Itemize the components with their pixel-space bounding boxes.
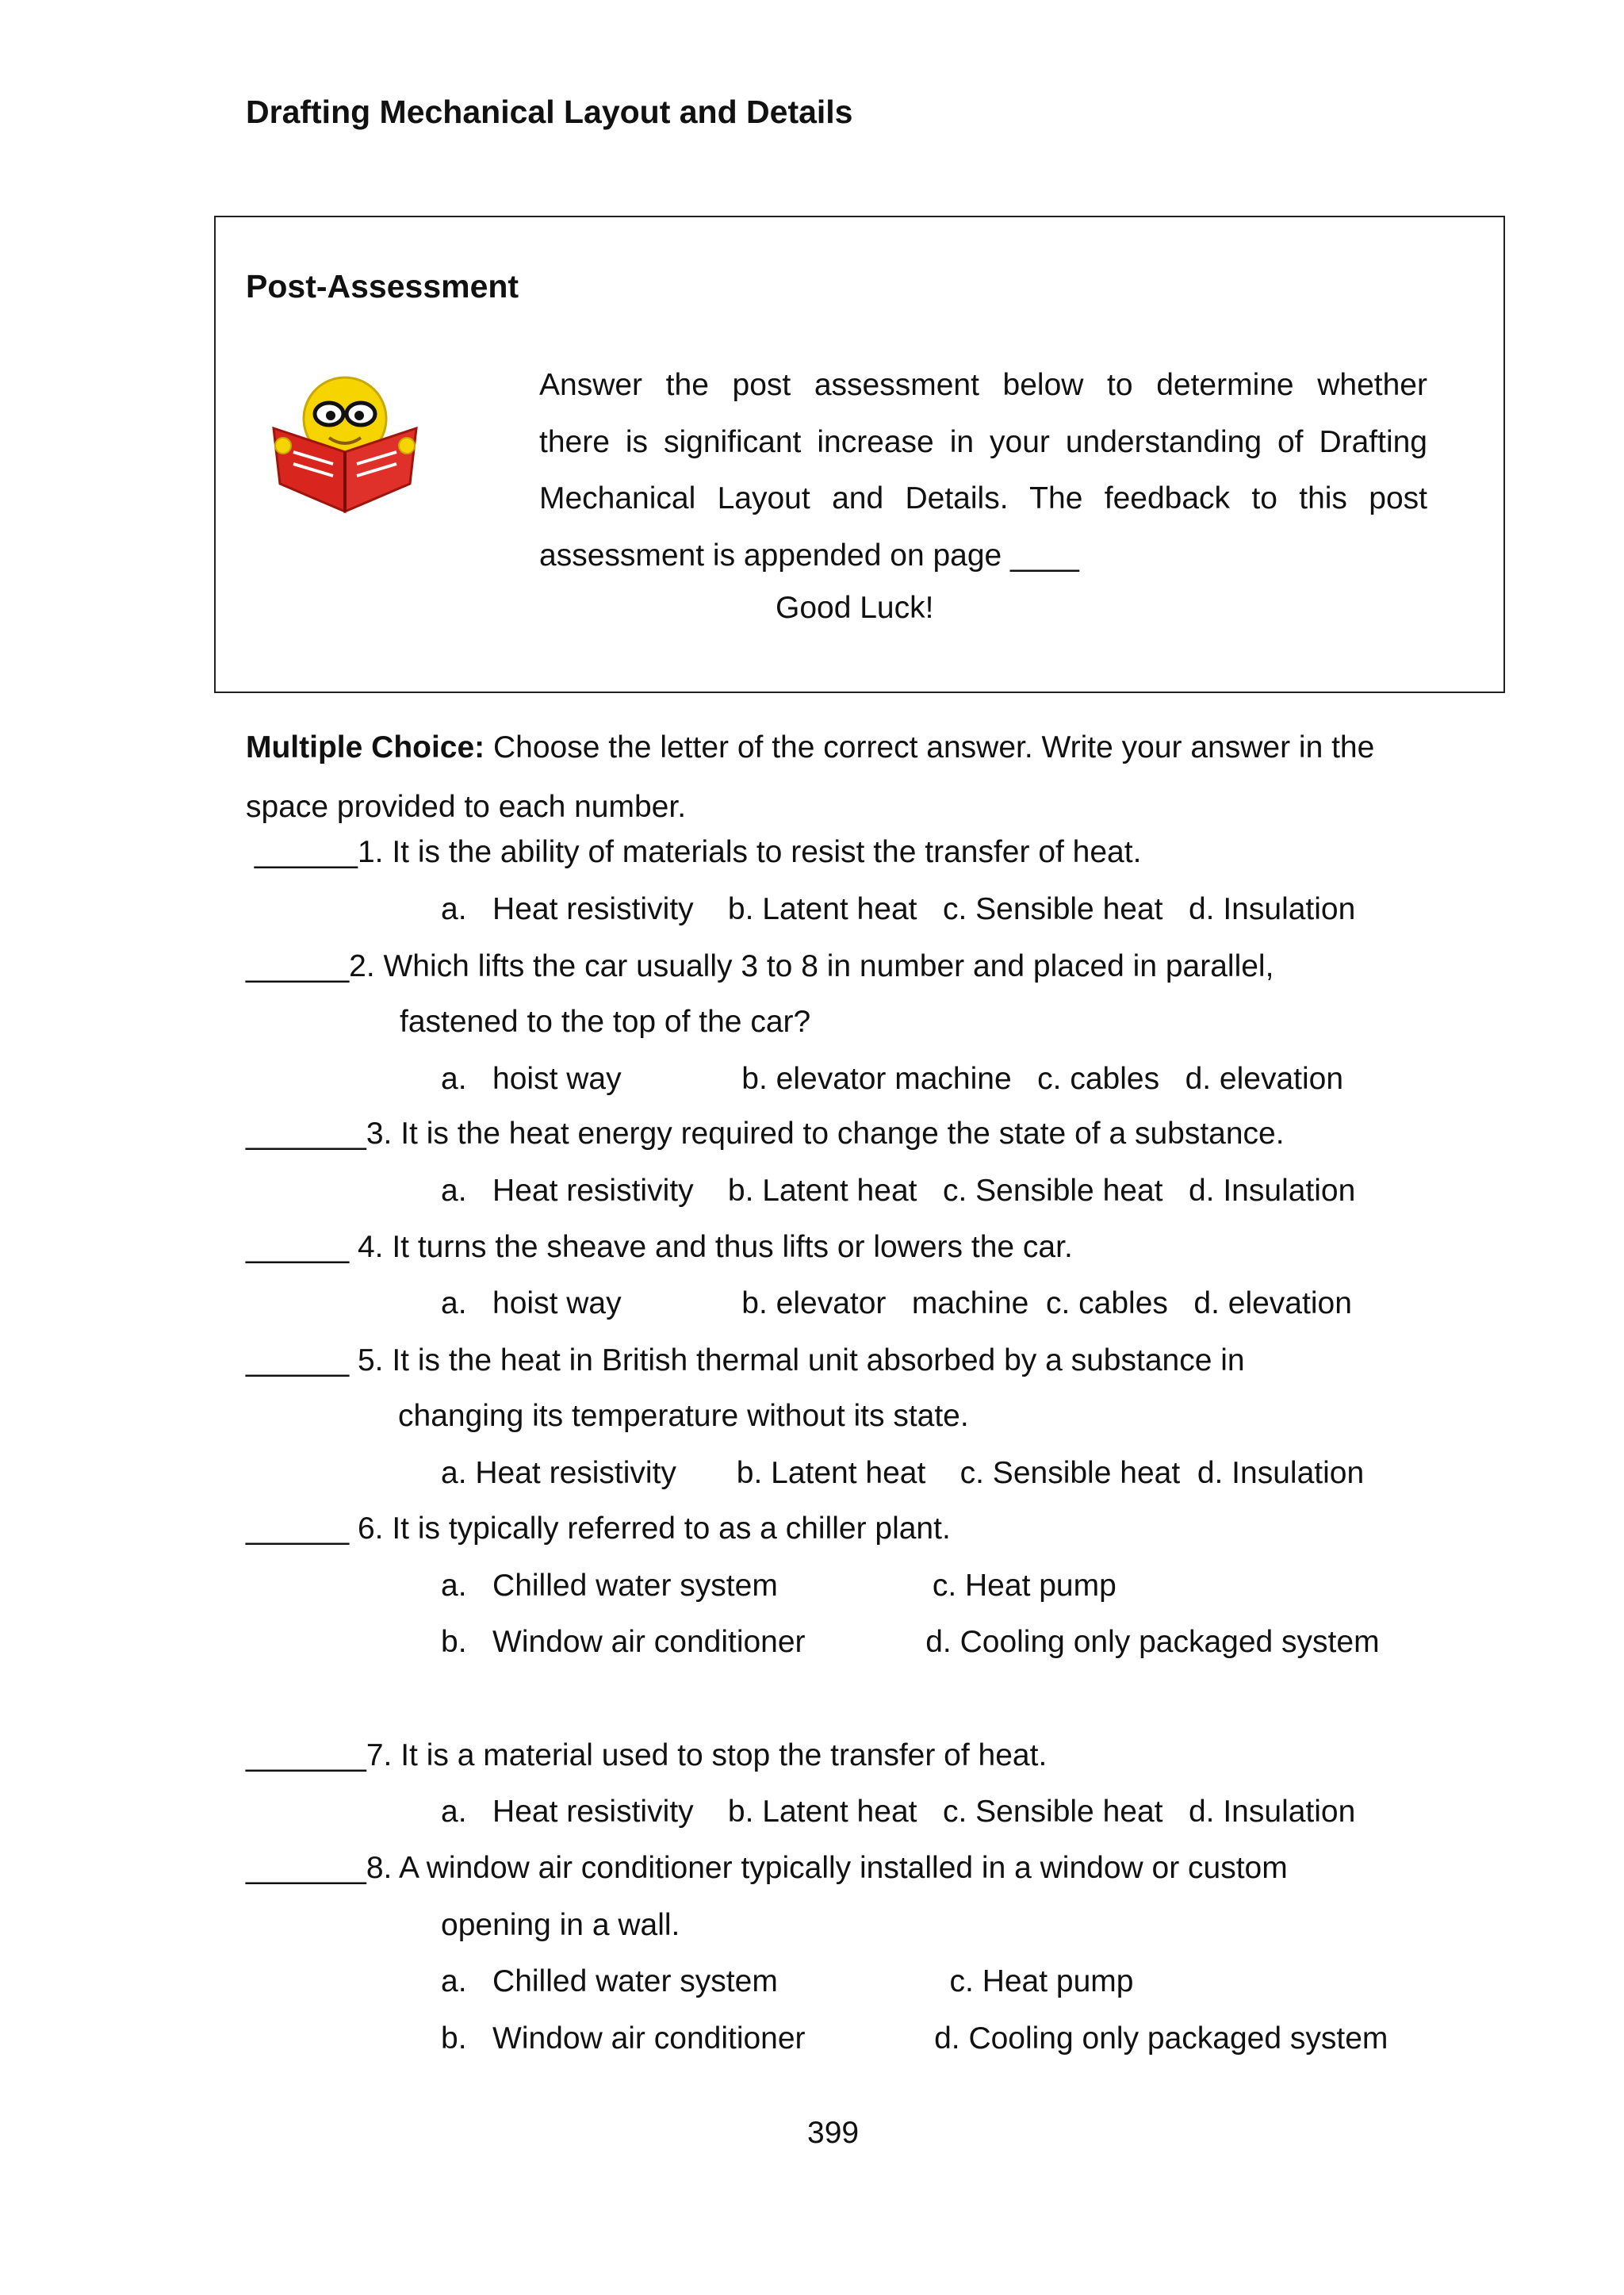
intro-paragraph (539, 357, 1427, 584)
question-6: ______ 6. It is typically referred to as a chiller plant. (246, 1511, 951, 1546)
question-8: _______8. A window air conditioner typically installed in a window or custom (246, 1851, 1288, 1885)
intro-line: there is significant increase in your understanding of Drafting (539, 424, 1427, 459)
good-luck-text: Good Luck! (776, 591, 934, 625)
instructions-text: Choose the letter of the correct answer. Write your answer in the space provided to each number. (246, 730, 1375, 824)
intro-line: Mechanical Layout and Details. The feedback to this post (539, 481, 1427, 515)
question-3: _______3. It is the heat energy required to change the state of a substance. (246, 1117, 1285, 1151)
reading-emoji-icon (266, 373, 424, 515)
multiple-choice-instructions (246, 718, 1435, 837)
question-8-options-row1: a. Chilled water system c. Heat pump (441, 1964, 1134, 1998)
question-6-options-row1: a. Chilled water system c. Heat pump (441, 1569, 1116, 1603)
page-number: 399 (807, 2116, 860, 2150)
question-2-continued: fastened to the top of the car? (400, 1005, 811, 1039)
question-5-continued: changing its temperature without its state. (398, 1399, 969, 1433)
question-4-options: a. hoist way b. elevator machine c. cables d. elevation (441, 1286, 1352, 1320)
question-8-options-row2: b. Window air conditioner d. Cooling only packaged system (441, 2021, 1388, 2056)
question-2: ______2. Which lifts the car usually 3 to 8 in number and placed in parallel, (246, 949, 1274, 983)
intro-line: assessment is appended on page ____ (539, 538, 1079, 573)
post-assessment-title: Post-Assessment (246, 268, 519, 305)
question-7-options: a. Heat resistivity b. Latent heat c. Sensible heat d. Insulation (441, 1795, 1356, 1829)
document-header: Drafting Mechanical Layout and Details (246, 94, 853, 130)
question-3-options: a. Heat resistivity b. Latent heat c. Sensible heat d. Insulation (441, 1174, 1356, 1208)
question-1: ______1. It is the ability of materials to resist the transfer of heat. (246, 835, 1142, 869)
question-4: ______ 4. It turns the sheave and thus lifts or lowers the car. (246, 1230, 1073, 1264)
question-1-options: a. Heat resistivity b. Latent heat c. Sensible heat d. Insulation (441, 892, 1356, 926)
question-6-options-row2: b. Window air conditioner d. Cooling only packaged system (441, 1625, 1380, 1659)
question-2-options: a. hoist way b. elevator machine c. cables d. elevation (441, 1062, 1344, 1096)
question-7: _______7. It is a material used to stop the transfer of heat. (246, 1738, 1048, 1772)
instructions-label: Multiple Choice: (246, 730, 485, 764)
question-8-continued: opening in a wall. (441, 1908, 680, 1942)
question-5: ______ 5. It is the heat in British thermal unit absorbed by a substance in (246, 1343, 1245, 1377)
intro-line: Answer the post assessment below to determine whether (539, 368, 1427, 402)
question-5-options: a. Heat resistivity b. Latent heat c. Sensible heat d. Insulation (441, 1456, 1365, 1490)
